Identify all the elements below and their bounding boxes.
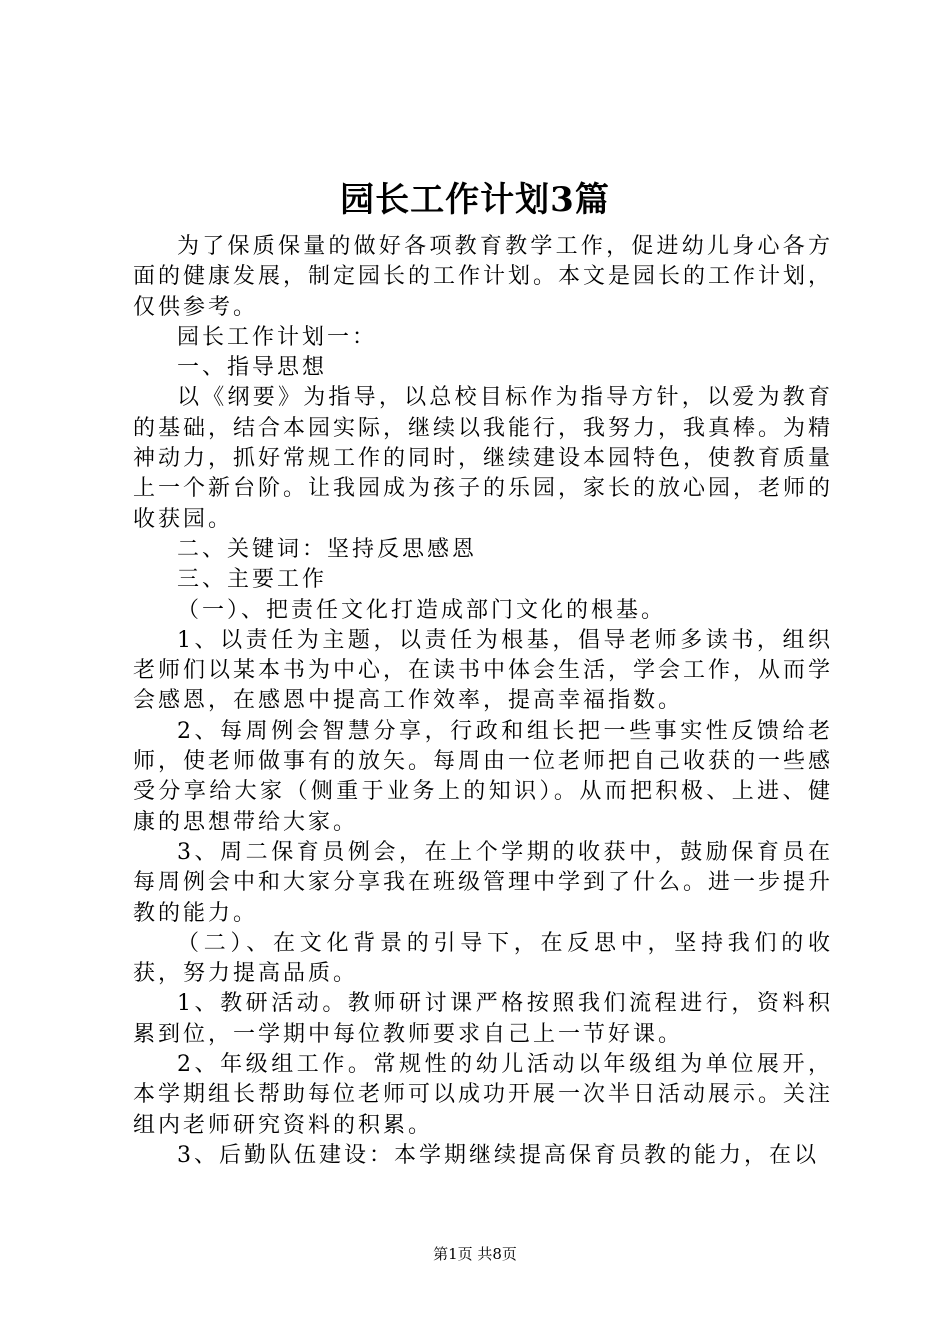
paragraph-keywords: 二、关键词：坚持反思感恩	[177, 536, 478, 562]
paragraph-item-3: 3、周二保育员例会，在上个学期的收获中，鼓励保育员在每周例会中和大家分享我在班级管理中学到了什么。进一步提升教的能力。	[133, 839, 834, 926]
page-footer: 第1页 共8页	[433, 1245, 517, 1263]
paragraph-intro: 为了保质保量的做好各项教育教学工作，促进幼儿身心各方面的健康发展，制定园长的工作计划。本文是园长的工作计划，仅供参考。	[133, 234, 834, 320]
paragraph-subsection-two: （二）、在文化背景的引导下，在反思中，坚持我们的收获，努力提高品质。	[133, 930, 833, 987]
paragraph-subsection-one: （一）、把责任文化打造成部门文化的根基。	[177, 597, 667, 623]
paragraph-section-guiding: 一、指导思想	[177, 355, 328, 381]
paragraph-item-1: 1、以责任为主题，以责任为根基，倡导老师多读书，组织老师们以某本书为中心，在读书中体会生活，学会工作，从而学会感恩，在感恩中提高工作效率，提高幸福指数。	[133, 627, 834, 714]
paragraph-guiding-content: 以《纲要》为指导，以总校目标作为指导方针，以爱为教育的基础，结合本园实际，继续以我能行，我努力，我真棒。为精神动力，抓好常规工作的同时，继续建设本园特色，使教育质量上一个新台阶。让我园成为孩子的乐园，家长的放心园，老师的收获园。	[133, 385, 834, 532]
paragraph-item-2: 2、每周例会智慧分享，行政和组长把一些事实性反馈给老师，使老师做事有的放矢。每周由一位老师把自己收获的一些感受分享给大家（侧重于业务上的知识）。从而把积极、上进、健康的思想带给大家。	[133, 718, 834, 835]
document-body	[133, 232, 833, 1171]
paragraph-section-main-work: 三、主要工作	[177, 567, 328, 593]
document-title: 园长工作计划3篇	[340, 180, 610, 220]
paragraph-item-research: 1、教研活动。教师研讨课严格按照我们流程进行，资料积累到位，一学期中每位教师要求自己上一节好课。	[133, 991, 833, 1047]
paragraph-item-grade-group: 2、年级组工作。常规性的幼儿活动以年级组为单位展开，本学期组长帮助每位老师可以成功开展一次半日活动展示。关注组内老师研究资料的积累。	[133, 1052, 834, 1138]
paragraph-item-logistics: 3、后勤队伍建设：本学期继续提高保育员教的能力，在以	[177, 1142, 819, 1168]
paragraph-plan-one-heading: 园长工作计划一：	[177, 324, 378, 350]
